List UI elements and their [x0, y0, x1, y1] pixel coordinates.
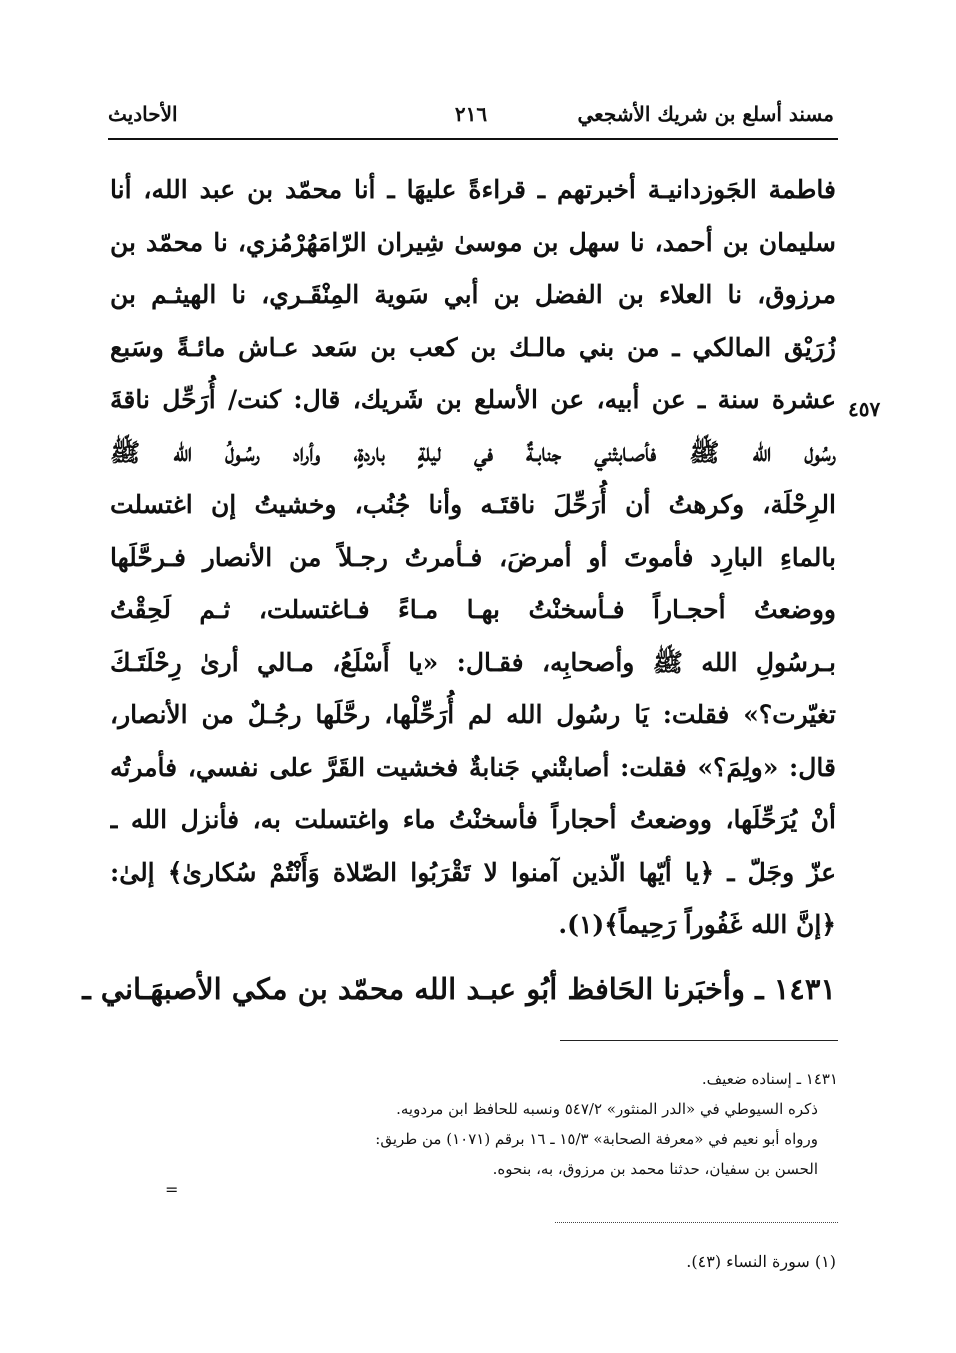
text-line: تغيّرت؟» فقلت: يَا رسُول الله لم أُرَحِّلْها، رحَّلَها رجُـلٌ من الأنصار،	[110, 700, 836, 729]
text-line: الرِحْلَة، وكرهتُ أن أُرَحِّلَ ناقتَـه وأنا جُنُب، وخشيتُ إن اغتسلت	[110, 490, 836, 519]
footnote-rule	[555, 1222, 838, 1223]
text-line: بـرسُولِ الله ﷺ وأصحابِه، فقـال: «يا أَسْلَعُ، مـالي أرىٰ رِحْلَتَـكَ	[110, 647, 836, 677]
note-line: ورواه أبو نعيم في «معرفة الصحابة» ١٥/٣ ـ ١٦ برقم (١٠٧١) من طريق:	[375, 1130, 818, 1148]
text-line: ﴿إنَّ الله غَفُوراً رَحِيماً﴾(١).	[558, 910, 836, 939]
text-line: رسُول الله ﷺ فأصـابتْني جنابـةٌ في ليلةٍ باردةٍ، وأراد رسُـولُ الله ﷺ	[110, 437, 836, 467]
main-text	[110, 164, 836, 952]
header-rule	[108, 138, 838, 140]
text-line: عزّ وجَلّ ـ ﴿يا أيّها الّذين آمنوا لا تَقْرَبُوا الصّلاة وَأَنْتُمْ سُكارىٰ﴾ إلىٰ:	[110, 857, 836, 887]
notes-rule	[560, 1040, 838, 1041]
hadith-heading: ١٤٣١ ـ وأخبَرنا الحَافظ أبُو عبـد الله محمّد بن مكي الأصبهَـاني ـ	[82, 972, 836, 1006]
text-line: أنْ يُرَحِّلَها، ووضعتُ أحجاراً فأسخنْتُ ماء واغتسلت به، فأنزل الله ـ	[110, 805, 836, 834]
header-title: مسند أسلع بن شريك الأشجعي	[577, 102, 834, 126]
hadith-notes	[118, 1064, 838, 1184]
running-header	[108, 96, 834, 136]
text-line: قال: «ولِمَ؟» فقلت: أصابتْني جَنابةٌ فخشيت القَرَّ على نفسي، فأمرتُه	[110, 752, 836, 782]
note-line: ذكره السيوطي في «الدر المنثور» ٥٤٧/٢ ونسبه للحافظ ابن مردويه.	[396, 1100, 818, 1118]
text-line: مرزوق، نا العلاء بن الفضل بن أبي سَوية المِنْقَـري، نا الهيثـم بن	[110, 280, 836, 309]
text-line: فاطمة الجَوزدانيـة أخبرتهم ـ قراءةً عليهَا ـ أنا محمّد بن عبد الله، أنا	[110, 175, 836, 204]
note-line: ١٤٣١ ـ إسناده ضعيف.	[701, 1070, 838, 1088]
footnote: (١) سورة النساء (٤٣).	[686, 1252, 836, 1271]
continuation-mark: =	[165, 1180, 179, 1199]
text-line: سليمان بن أحمد، نا سهل بن موسىٰ شِيران الرّامَهُرْمُزي، نا محمّد بن	[110, 227, 836, 257]
text-line: عشرة سنة ـ عن أبيه، عن الأسلع بن شَريك، قال: كنت/ أُرَحِّل ناقةَ	[110, 385, 836, 414]
page-number: ٢١٦	[454, 102, 488, 126]
header-section: الأحاديث	[108, 102, 178, 126]
text-line: زُرَيْق المالكي ـ من بني مالـك بن كعب بن سَعد عـاش مائـةً وسَبع	[110, 332, 836, 362]
text-line: بالماءِ البارِد فأموتَ أو أمرضَ، فـأمرتُ رجـلاً من الأنصار فـرحَّلَها	[110, 542, 836, 572]
note-line: الحسن بن سفيان، حدثنا محمد بن مرزوق، به، بنحوه.	[492, 1160, 818, 1178]
margin-page-number: ٤٥٧	[848, 397, 881, 421]
text-line: ووضعتُ أحجـاراً فـأسخنْتُ بهـا مـاءً فـاغتسلت، ثـم لَحِقْتُ	[110, 595, 836, 624]
